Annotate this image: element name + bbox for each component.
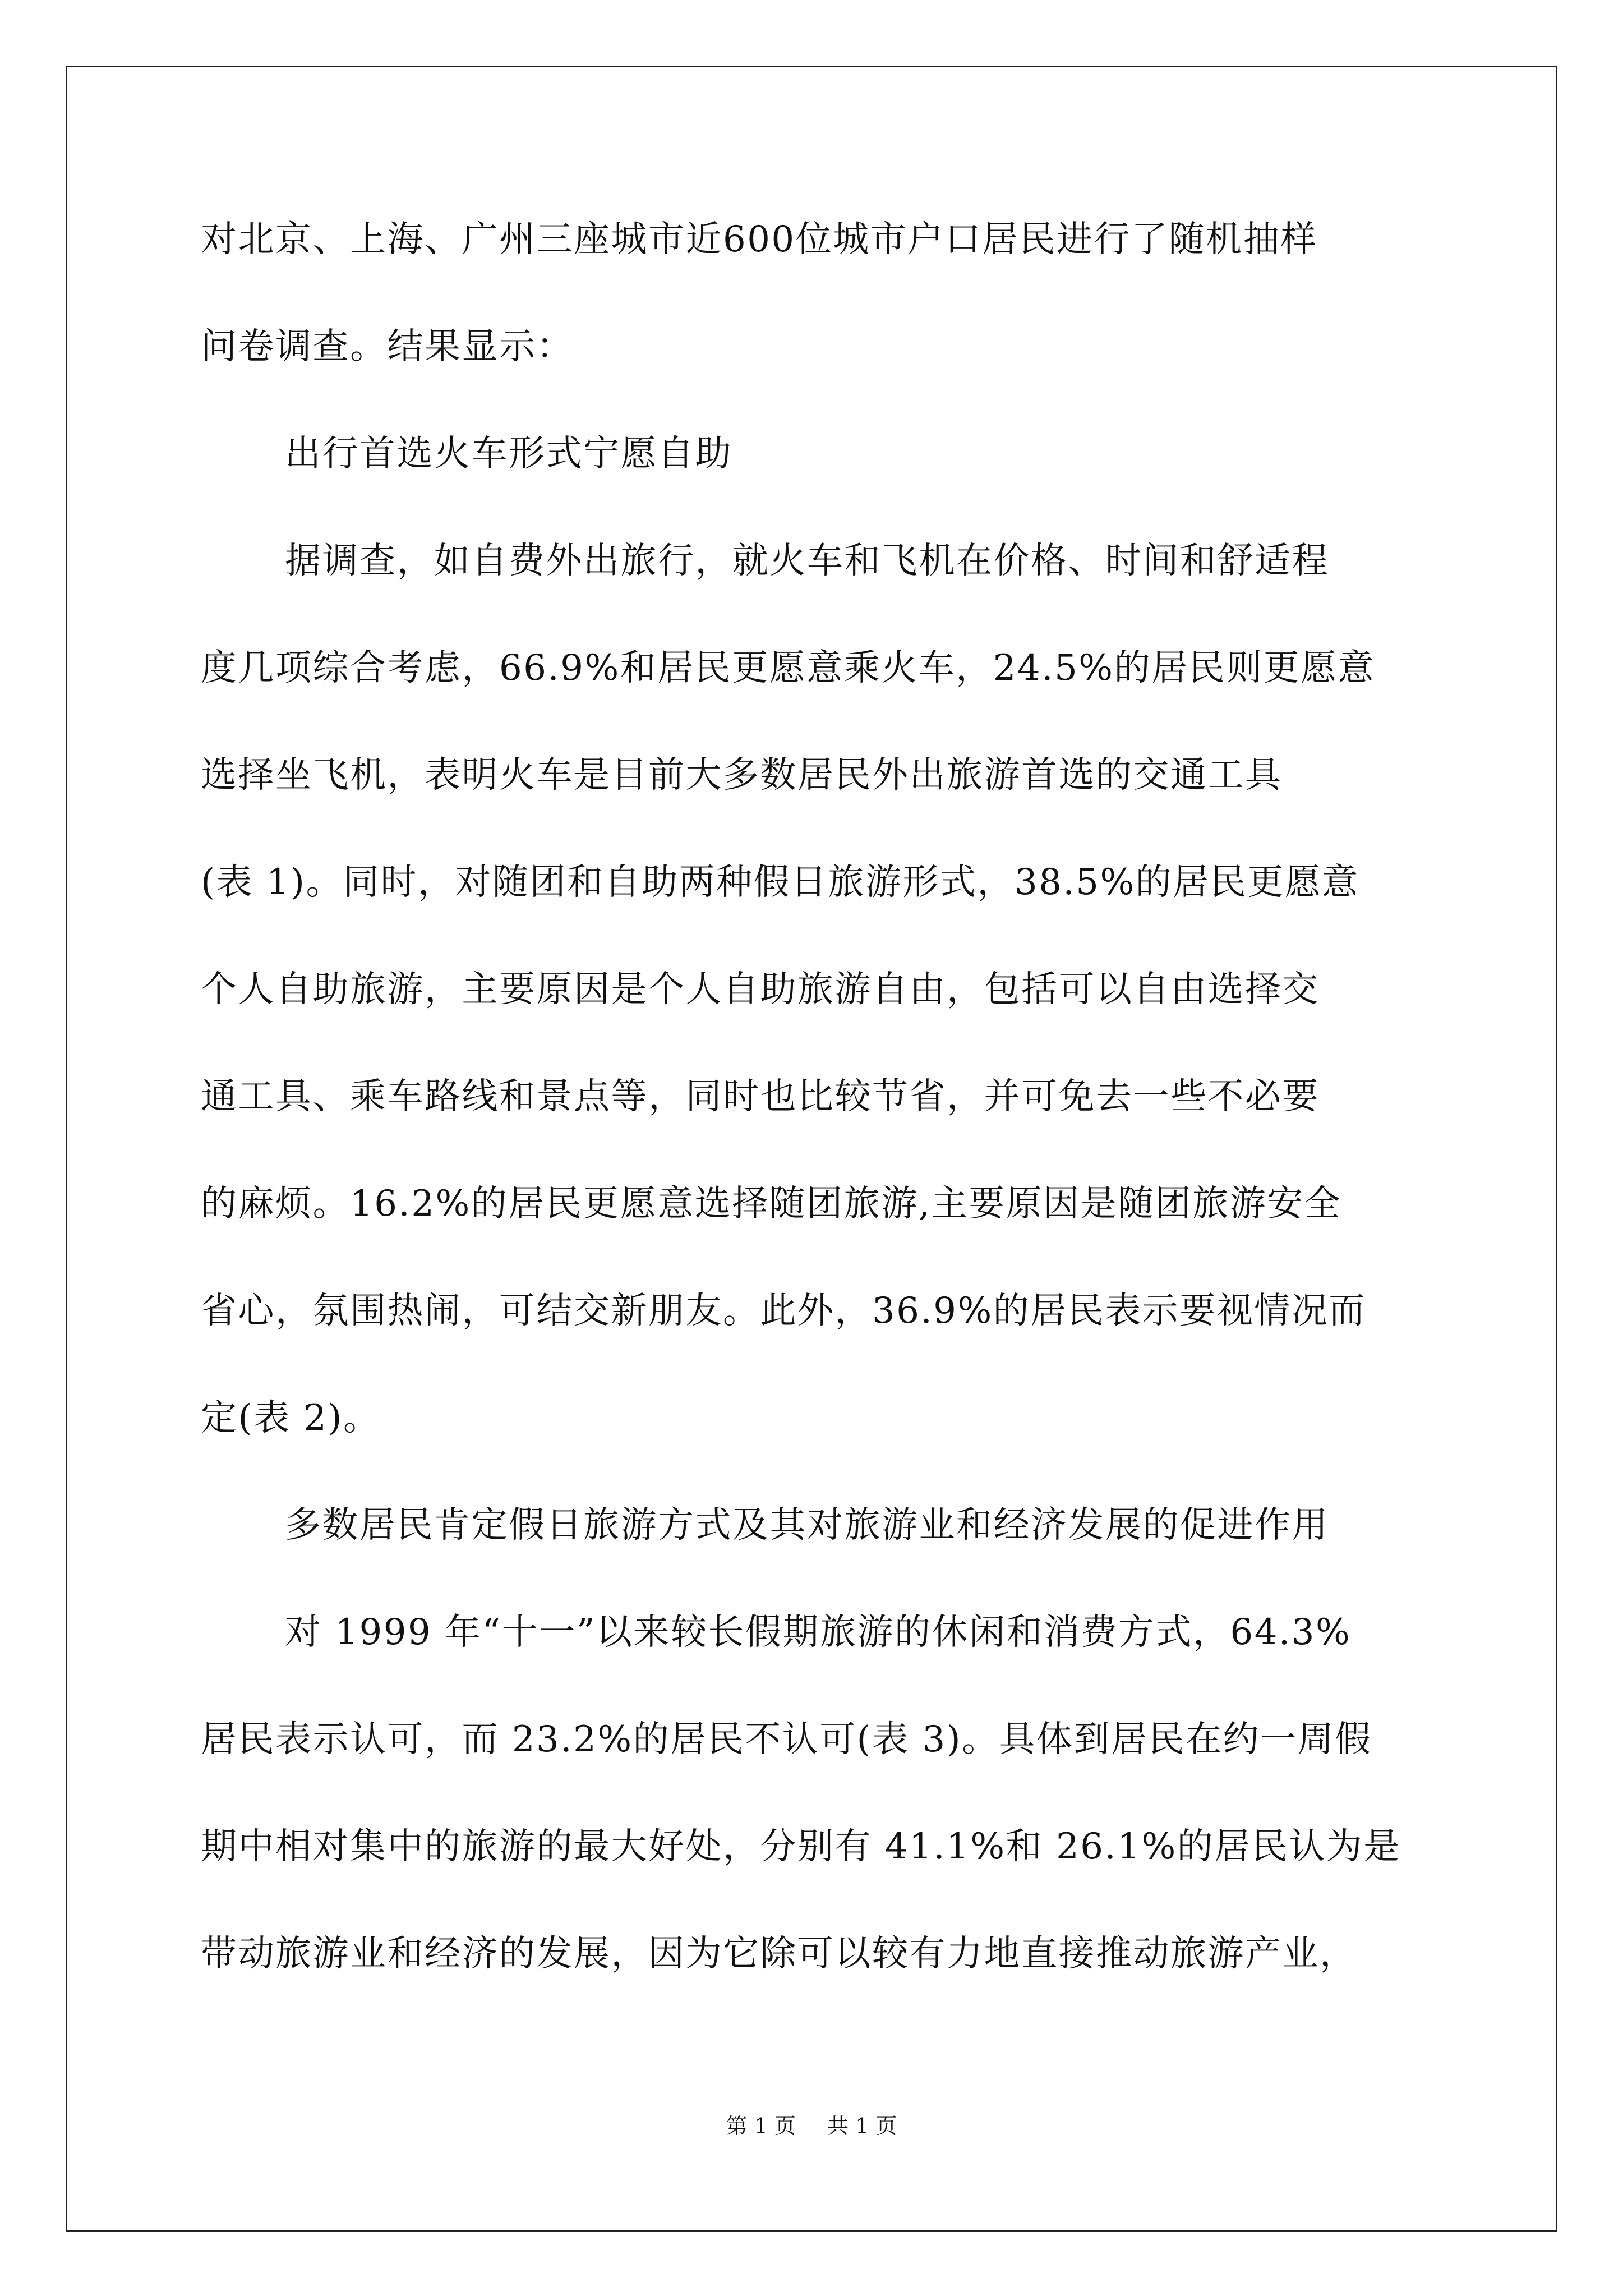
body-line: 带动旅游业和经济的发展，因为它除可以较有力地直接推动旅游产业， (201, 1933, 1357, 1975)
body-line: 问卷调查。结果显示： (201, 326, 574, 367)
document-body (201, 219, 1421, 1975)
body-line: 的麻烦。16.2%的居民更愿意选择随团旅游,主要原因是随团旅游安全 (201, 1183, 1342, 1225)
page-number: 第 1 页 (726, 2114, 796, 2138)
body-line: 省心，氛围热闹，可结交新朋友。此外，36.9%的居民表示要视情况而 (201, 1290, 1366, 1332)
body-line: 期中相对集中的旅游的最大好处，分别有 41.1%和 26.1%的居民认为是 (201, 1826, 1401, 1867)
body-line: 选择坐飞机，表明火车是目前大多数居民外出旅游首选的交通工具 (201, 754, 1283, 796)
page-footer (0, 2115, 1623, 2137)
section-heading: 多数居民肯定假日旅游方式及其对旅游业和经济发展的促进作用 (285, 1504, 1329, 1546)
body-line: 对 1999 年“十一”以来较长假期旅游的休闲和消费方式，64.3% (285, 1612, 1352, 1653)
body-line: 通工具、乘车路线和景点等，同时也比较节省，并可免去一些不必要 (201, 1076, 1320, 1117)
body-line: 度几项综合考虑，66.9%和居民更愿意乘火车，24.5%的居民则更愿意 (201, 647, 1376, 689)
body-line: 对北京、上海、广州三座城市近600位城市户口居民进行了随机抽样 (201, 219, 1318, 260)
page-total: 共 1 页 (827, 2114, 897, 2138)
body-line: 据调查，如自费外出旅行，就火车和飞机在价格、时间和舒适程 (285, 540, 1329, 582)
section-heading: 出行首选火车形式宁愿自助 (285, 433, 732, 475)
body-line: 个人自助旅游，主要原因是个人自助旅游自由，包括可以自由选择交 (201, 969, 1320, 1010)
body-line: (表 1)。同时，对随团和自助两种假日旅游形式，38.5%的居民更愿意 (201, 862, 1359, 903)
body-line: 定(表 2)。 (201, 1397, 381, 1439)
body-line: 居民表示认可，而 23.2%的居民不认可(表 3)。具体到居民在约一周假 (201, 1719, 1372, 1760)
